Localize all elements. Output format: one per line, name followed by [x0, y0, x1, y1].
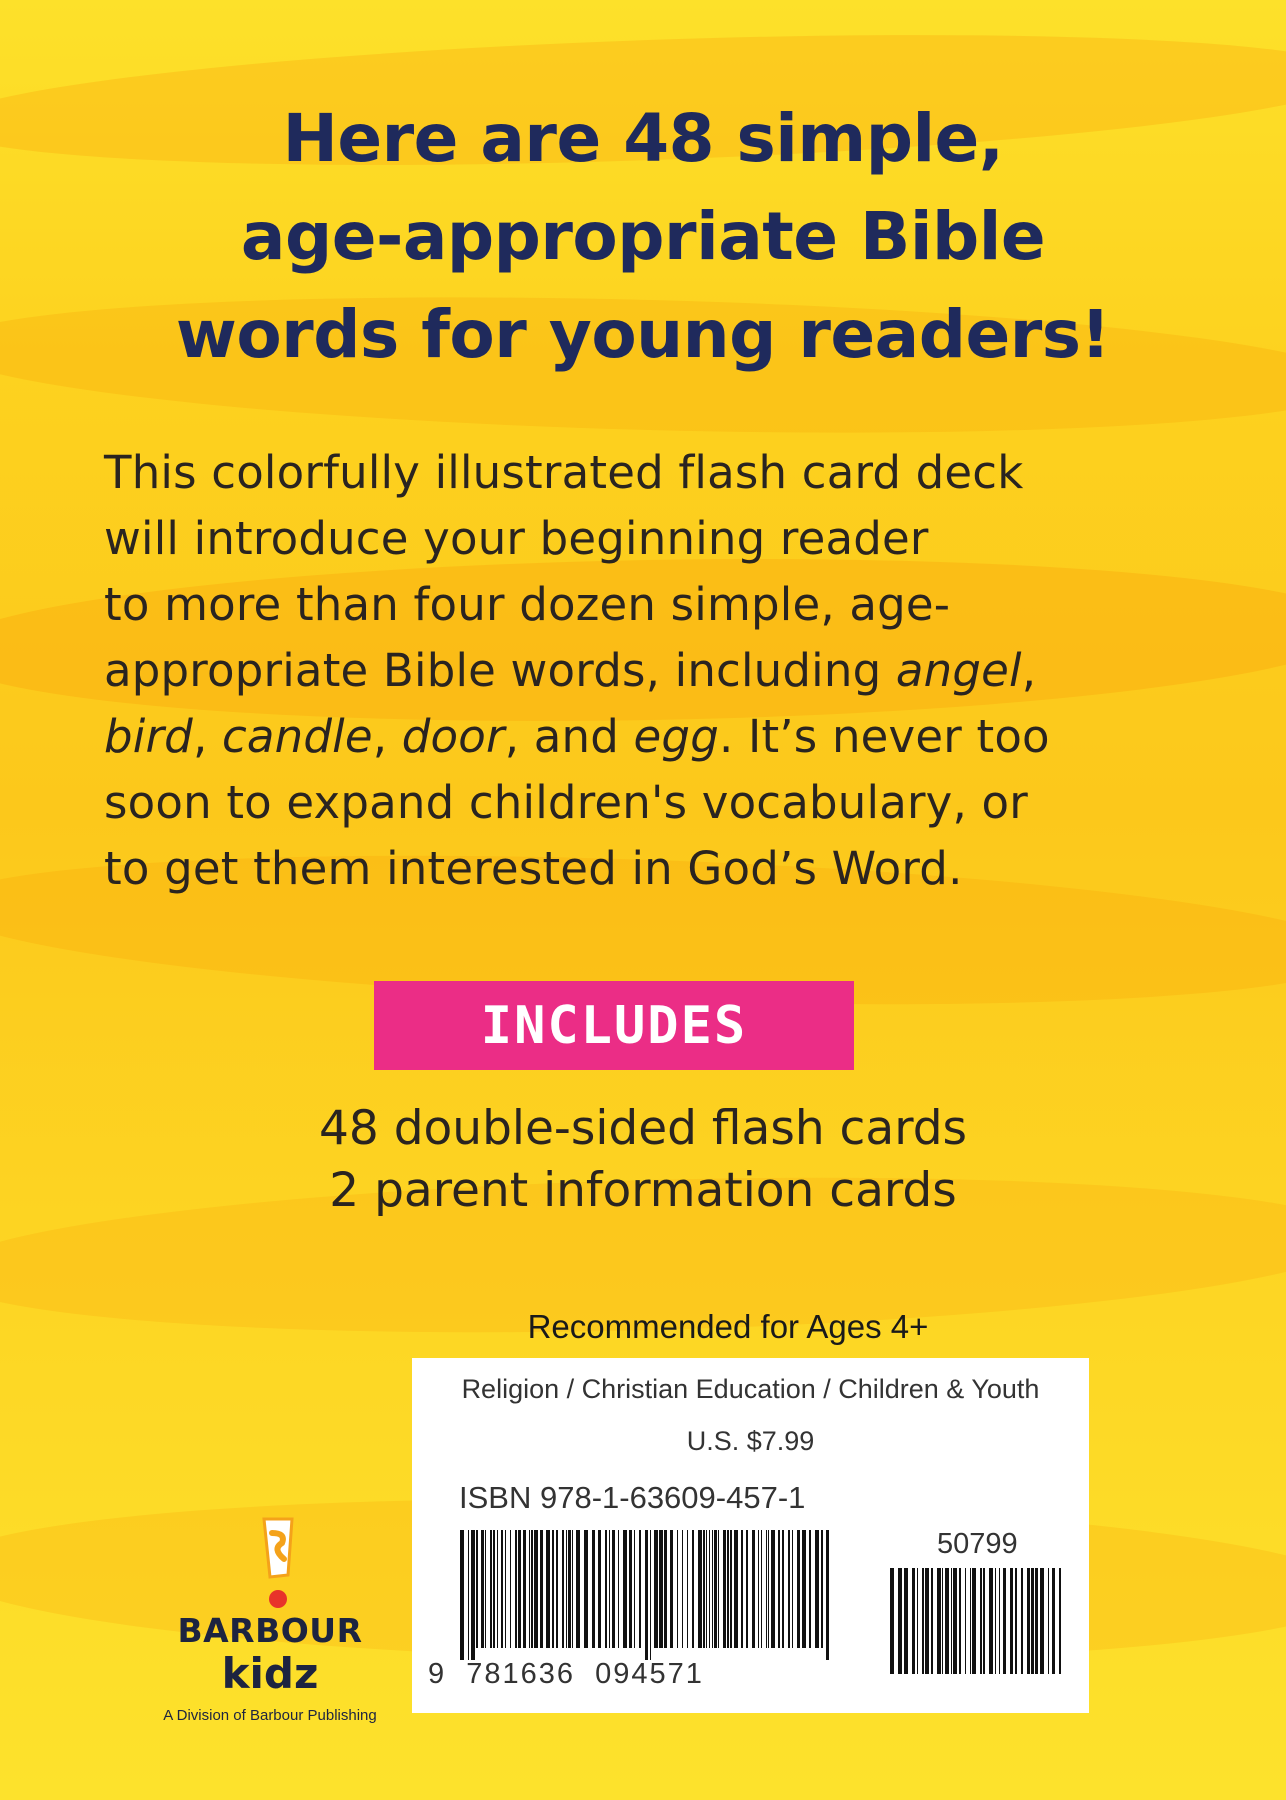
- barcode-bar: [1059, 1568, 1061, 1674]
- barcode-bar: [664, 1530, 667, 1648]
- comma: ,: [372, 710, 388, 763]
- includes-label: INCLUDES: [480, 995, 748, 1056]
- comma: ,: [504, 710, 520, 763]
- barcode-bar: [809, 1530, 811, 1648]
- barcode-bar: [476, 1530, 478, 1648]
- barcode-bar: [792, 1530, 793, 1648]
- barcode-isbn: ISBN 978-1-63609-457-1: [459, 1480, 806, 1515]
- barcode-bar: [917, 1568, 918, 1674]
- barcode-addon-number: 50799: [937, 1528, 1018, 1560]
- barcode-bar: [556, 1530, 558, 1648]
- word-bird: bird: [104, 710, 193, 763]
- barcode-bar: [654, 1530, 658, 1648]
- barcode-bar: [659, 1530, 663, 1648]
- barcode-bar: [515, 1530, 517, 1648]
- barcode-bar: [531, 1530, 533, 1648]
- publisher-division: A Division of Barbour Publishing: [163, 1707, 377, 1724]
- barcode-bar: [912, 1568, 915, 1674]
- barcode-bar: [592, 1530, 595, 1648]
- barcode-bar: [618, 1530, 619, 1648]
- barcode-bar: [709, 1530, 710, 1648]
- barcode-bar: [1021, 1568, 1023, 1674]
- barcode-bar: [727, 1530, 729, 1648]
- word-egg: egg: [633, 710, 719, 763]
- barcode-bar: [802, 1530, 806, 1648]
- word-door: door: [401, 710, 505, 763]
- barcode-bar: [566, 1530, 567, 1648]
- word-angel: angel: [895, 644, 1022, 697]
- barcode-bar: [687, 1530, 688, 1648]
- barcode-bar: [815, 1530, 819, 1648]
- barcode-bar: [904, 1568, 908, 1674]
- barcode-bar: [501, 1530, 503, 1648]
- barcode-bar: [778, 1530, 780, 1648]
- publisher-imprint: kidz: [221, 1649, 319, 1698]
- word-candle: candle: [221, 710, 373, 763]
- barcode-bar: [712, 1530, 713, 1648]
- word-and: and: [533, 710, 620, 763]
- barcode-bar: [471, 1530, 475, 1660]
- barcode-bar: [890, 1568, 894, 1674]
- barcode-bar: [540, 1530, 543, 1648]
- isbn-barcode: [460, 1530, 835, 1650]
- barcode-bar: [493, 1530, 495, 1648]
- headline-line: words for young readers!: [175, 296, 1111, 373]
- barcode-bar: [634, 1530, 635, 1648]
- barcode-bar: [942, 1568, 943, 1674]
- barcode-bar: [518, 1530, 521, 1648]
- barcode-bar: [629, 1530, 632, 1648]
- barcode-bar: [718, 1530, 719, 1648]
- description: [104, 440, 1224, 902]
- barcode-bar: [546, 1530, 550, 1648]
- barcode-bar: [1048, 1568, 1049, 1674]
- includes-item: 48 double-sided flash cards: [318, 1101, 968, 1156]
- barcode-bar: [1027, 1568, 1030, 1674]
- barcode-bar: [758, 1530, 759, 1648]
- barcode-bar: [584, 1530, 588, 1648]
- barcode-bar: [761, 1530, 762, 1648]
- barcode-bar: [771, 1530, 775, 1648]
- barcode-bar: [766, 1530, 767, 1648]
- description-line: [104, 638, 1224, 704]
- barcode-bar: [959, 1568, 961, 1674]
- barcode-bar: [706, 1530, 707, 1648]
- description-line: will introduce your beginning reader: [104, 512, 929, 565]
- barcode-bar: [623, 1530, 627, 1648]
- barcode-bar: [953, 1568, 957, 1674]
- barcode-bar: [797, 1530, 800, 1648]
- barcode-bar: [734, 1530, 738, 1648]
- barcode-bar: [821, 1530, 823, 1648]
- barcode-category: Religion / Christian Education / Children & Youth: [461, 1374, 1040, 1404]
- barcode-bar: [1003, 1568, 1006, 1674]
- barcode-bar: [937, 1568, 941, 1674]
- barcode-bar: [788, 1530, 790, 1648]
- description-line: [104, 704, 1224, 770]
- barcode-bar: [534, 1530, 538, 1648]
- barcode-bar: [922, 1568, 924, 1674]
- barcode-bar: [698, 1530, 702, 1648]
- barcode-bar: [460, 1530, 464, 1660]
- publisher-name: BARBOUR: [177, 1611, 363, 1650]
- barcode-bar: [951, 1568, 952, 1674]
- barcode-bar: [1052, 1568, 1055, 1674]
- barcode-bar: [609, 1530, 610, 1648]
- barcode-bar: [692, 1530, 694, 1648]
- barcode-bar: [741, 1530, 743, 1648]
- barcode-bar: [1040, 1568, 1044, 1674]
- includes-banner: [374, 981, 854, 1070]
- barcode-bar: [481, 1530, 484, 1648]
- barcode-bar: [995, 1568, 996, 1674]
- price-barcode: [890, 1568, 1065, 1688]
- barcode-bar: [670, 1530, 673, 1648]
- barcode-bar: [945, 1568, 949, 1674]
- barcode-bar: [730, 1530, 732, 1648]
- barcode-bar: [768, 1530, 769, 1648]
- barcode-bar: [703, 1530, 705, 1648]
- barcode-bar: [970, 1568, 971, 1674]
- barcode-bar: [605, 1530, 607, 1648]
- barcode-bar: [965, 1568, 966, 1674]
- headline-line: age-appropriate Bible: [240, 198, 1046, 275]
- barcode-bar: [510, 1530, 511, 1648]
- barcode-bar: [682, 1530, 683, 1648]
- barcode-bar: [1015, 1568, 1017, 1674]
- barcode-bar: [782, 1530, 784, 1648]
- barcode-bar: [529, 1530, 530, 1648]
- barcode-bar: [999, 1568, 1000, 1674]
- barcode-bar: [898, 1568, 902, 1674]
- includes-item: 2 parent information cards: [329, 1163, 957, 1218]
- barcode-bar: [576, 1530, 580, 1648]
- publisher-logo: [140, 1515, 400, 1735]
- barcode-bar: [468, 1530, 469, 1660]
- barcode-bar: [505, 1530, 506, 1648]
- headline-line: Here are 48 simple,: [282, 100, 1004, 177]
- description-line: to get them interested in God’s Word.: [104, 842, 963, 895]
- description-line: This colorfully illustrated flash card deck: [104, 446, 1024, 499]
- headline: [40, 90, 1246, 384]
- description-text: appropriate Bible words, including: [104, 644, 896, 697]
- description-line: to more than four dozen simple, age-: [104, 578, 951, 631]
- barcode-bar: [972, 1568, 976, 1674]
- barcode-bar: [639, 1530, 641, 1648]
- barcode-bar: [931, 1568, 933, 1674]
- barcode-box: [412, 1358, 1089, 1713]
- barcode-bar: [645, 1530, 648, 1660]
- barcode-bar: [650, 1530, 651, 1660]
- barcode-bar: [989, 1568, 993, 1674]
- barcode-bar: [552, 1530, 554, 1648]
- barcode-bar: [746, 1530, 748, 1648]
- barcode-bar: [1035, 1568, 1038, 1674]
- barcode-bar: [497, 1530, 498, 1648]
- barcode-bar: [677, 1530, 678, 1648]
- barcode-bar: [826, 1530, 829, 1660]
- barcode-bar: [1031, 1568, 1034, 1674]
- barcode-bar: [1010, 1568, 1013, 1674]
- barcode-bar: [572, 1530, 573, 1648]
- barcode-bar: [980, 1568, 982, 1674]
- description-text: . It’s never too: [718, 710, 1050, 763]
- barcode-bar: [598, 1530, 601, 1648]
- age-recommendation: Recommended for Ages 4+: [527, 1308, 929, 1345]
- barcode-bar: [490, 1530, 492, 1648]
- comma: ,: [1021, 644, 1037, 697]
- barcode-bar: [925, 1568, 929, 1674]
- description-line: soon to expand children's vocabulary, or: [104, 776, 1028, 829]
- barcode-bar: [723, 1530, 726, 1648]
- exclamation-logo-icon: [258, 1515, 298, 1625]
- barcode-price: U.S. $7.99: [686, 1426, 815, 1456]
- barcode-bar: [523, 1530, 526, 1648]
- barcode-bar: [485, 1530, 486, 1648]
- barcode-bar: [568, 1530, 571, 1648]
- barcode-bar: [983, 1568, 985, 1674]
- barcode-bar: [752, 1530, 755, 1648]
- barcode-bar: [612, 1530, 615, 1648]
- barcode-bar: [714, 1530, 717, 1648]
- includes-list: [100, 1098, 1186, 1222]
- barcode-digits: 9 781636 094571: [428, 1658, 704, 1690]
- comma: ,: [192, 710, 208, 763]
- barcode-bar: [562, 1530, 564, 1648]
